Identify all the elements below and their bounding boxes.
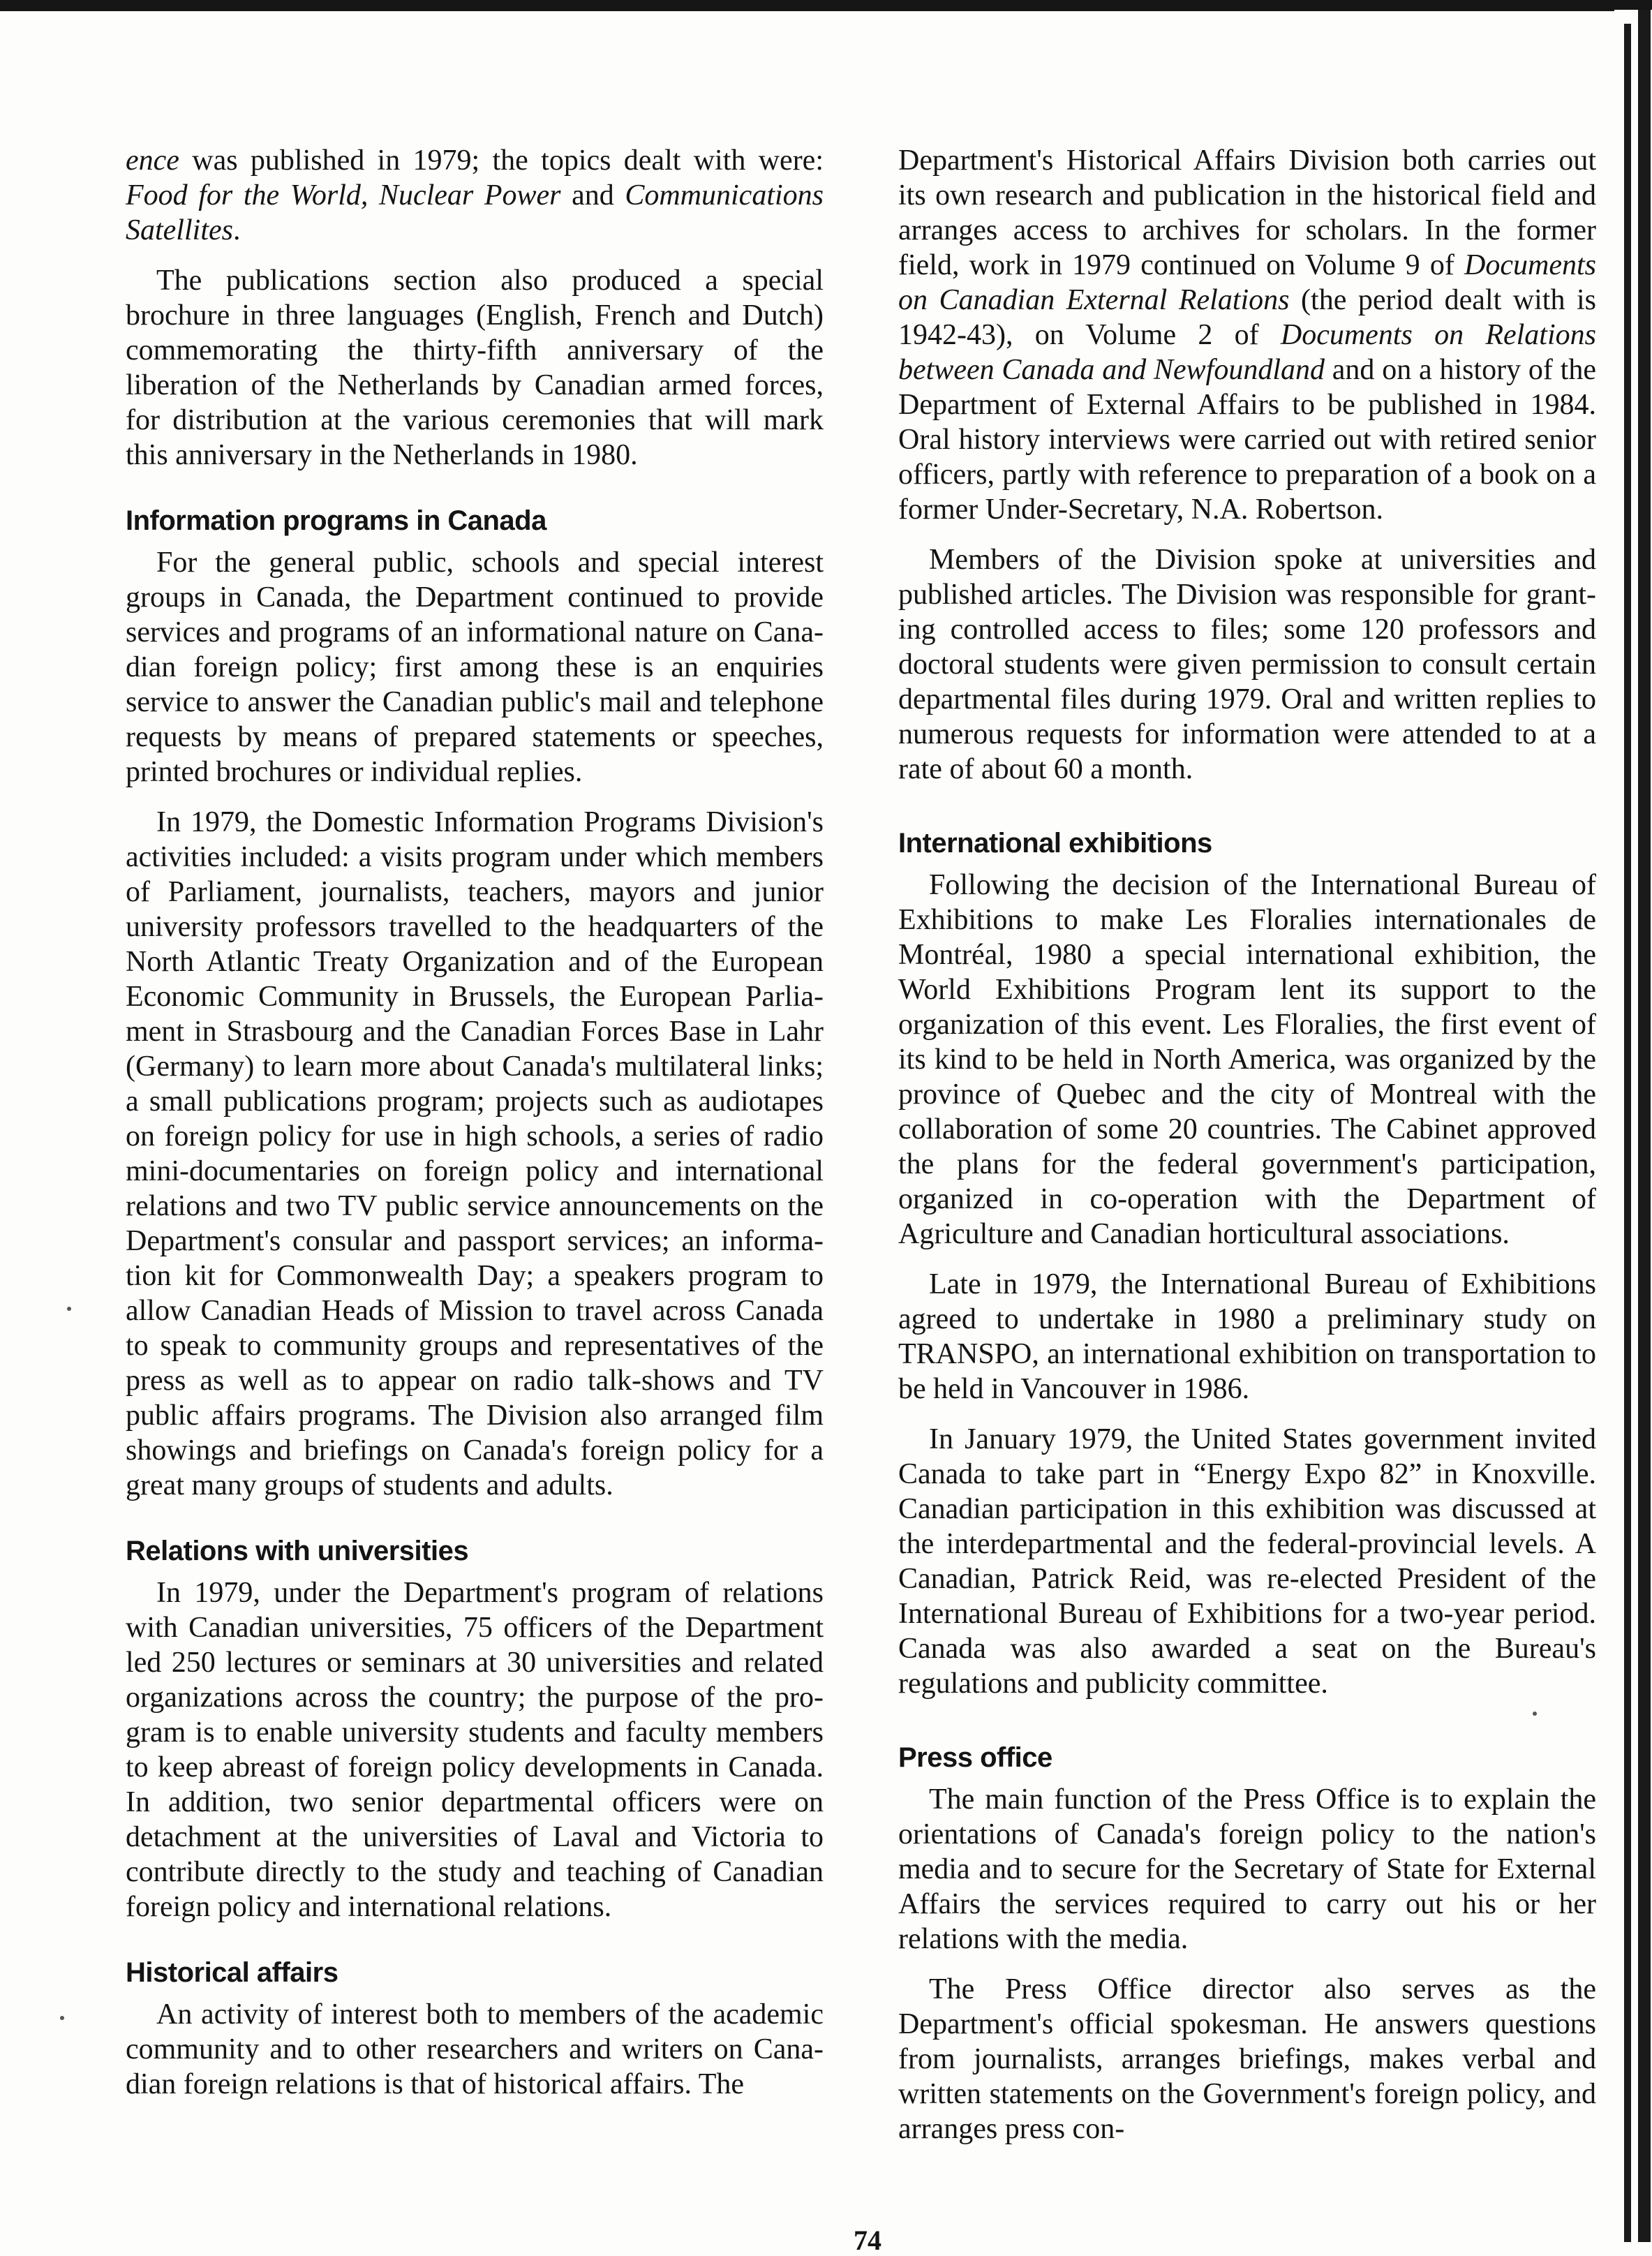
left-column bbox=[126, 143, 824, 2117]
text-run: (the period dealt with is 1942-43), on Volume 2 of bbox=[898, 284, 1597, 351]
italic-text: Documents on Canadian External Relations bbox=[898, 249, 1596, 316]
paragraph: In January 1979, the United States government invited Canada to take part in “Energy Expo 82” in Knoxville. Canadian participation in this exhibition was discussed at the interdepartmental and the federal-provincial levels. A Canadian, Patrick Reid, was re-elected President of the International Bureau of Exhibitions for a two-year period. Canada was also awarded a seat on the Bureau's regulations and publicity committee. bbox=[898, 1423, 1596, 1700]
text-run: Department's Historical Affairs Division both carries out its own research and publication in the historical field and arranges access to archives for scholars. In the former field, work in 1979 continued on Volume 9 of bbox=[898, 144, 1596, 281]
scan-speck bbox=[67, 1307, 71, 1311]
paragraph bbox=[126, 143, 824, 248]
paragraph: The publications section also produced a special brochure in three languages (English, French and Dutch) commemorating the thirty-fifth anniversary of the liberation of the Netherlands by Canadian armed forces, for distribution at the various ceremonies that will mark this anniversary in the Netherlands in 1980. bbox=[126, 265, 824, 471]
paragraph: For the general public, schools and special interest groups in Canada, the Department continued to provide services and programs of an informational nature on Canadian foreign policy; first among these is an enquiries service to answer the Canadian public's mail and telephone requests by means of prepared statements or speeches, printed brochures or individual replies. bbox=[126, 547, 824, 788]
scan-right-border bbox=[1614, 10, 1652, 2242]
paragraph: In 1979, the Domestic Information Programs Division's activities included: a visits program under which members of Parliament, journalists, teachers, mayors and junior university professors travelled to the headquarters of the North Atlantic Treaty Organization and of the European Economic Community in Brussels, the European Parliament in Strasbourg and the Canadian Forces Base in Lahr (Germany) to learn more about Canada's multilateral links; a small publications program; projects such as audiotapes on foreign policy for use in high schools, a series of radio mini-documentaries on foreign policy and international relations and two TV public service announcements on the Department's consular and passport services; an information kit for Commonwealth Day; a speakers program to allow Canadian Heads of Mission to travel across Canada to speak to community groups and representatives of the press as well as to appear on radio talk-shows and TV public affairs programs. The Division also arranged film showings and briefings on Canada's foreign policy for a great many groups of students and adults. bbox=[126, 806, 824, 1501]
section-heading: Information programs in Canada bbox=[126, 505, 546, 536]
paragraph: The Press Office director also serves as the Department's official spokesman. He answers questions from journalists, arranges briefings, makes verbal and written statements on the Government's foreign policy, and arranges press con- bbox=[898, 1973, 1596, 2145]
binding-edge bbox=[1638, 10, 1651, 2242]
paragraph: Following the decision of the International Bureau of Exhibitions to make Les Floralies internationales de Montréal, 1980 a special international exhibition, the World Exhibitions Program lent its support to the organization of this event. Les Floralies, the first event of its kind to be held in North America, was organized by the province of Quebec and the city of Montreal with the collaboration of some 20 countries. The Cabinet approved the plans for the federal government's participation, organized in co-operation with the Department of Agriculture and Canadian horticultural associations. bbox=[898, 869, 1596, 1250]
text-run: was published in 1979; the topics dealt with were: bbox=[179, 144, 824, 177]
scan-speck bbox=[60, 2016, 64, 2020]
section-heading: Press office bbox=[898, 1742, 1052, 1773]
paragraph: In 1979, under the Department's program of relations with Canadian universities, 75 officers of the Department led 250 lectures or seminars at 30 universities and related organizations across the country; the purpose of the program is to enable university students and faculty members to keep abreast of foreign policy developments in Canada. In addition, two senior departmental officers were on detachment at the universities of Laval and Victoria to contribute directly to the study and teaching of Canadian foreign policy and international relations. bbox=[126, 1577, 824, 1923]
paragraph bbox=[898, 143, 1596, 527]
paragraph: An activity of interest both to members of the academic community and to other researchers and writers on Canadian foreign relations is that of historical affairs. The bbox=[126, 1998, 824, 2100]
paragraph: The main function of the Press Office is to explain the orientations of Canada's foreign policy to the nation's media and to secure for the Secretary of State for External Affairs the services required to carry out his or her relations with the media. bbox=[898, 1783, 1596, 1955]
page-number: 74 bbox=[854, 2225, 881, 2256]
paragraph: Members of the Division spoke at universities and published articles. The Division was responsible for granting controlled access to files; some 120 professors and doctoral students were given permission to consult certain departmental files during 1979. Oral and written replies to numerous requests for information were attended to at a rate of about 60 a month. bbox=[898, 544, 1596, 785]
binding-line bbox=[1624, 24, 1631, 2242]
paragraph: Late in 1979, the International Bureau of Exhibitions agreed to undertake in 1980 a preliminary study on TRANSPO, an international exhibition on transportation to be held in Vancouver in 1986. bbox=[898, 1268, 1596, 1405]
section-heading: Relations with universities bbox=[126, 1536, 469, 1566]
right-column bbox=[898, 143, 1596, 2162]
italic-text: ence bbox=[126, 144, 179, 177]
italic-text: Food for the World, Nuclear Power bbox=[126, 179, 561, 212]
section-heading: International exhibitions bbox=[898, 828, 1212, 859]
text-run: and bbox=[560, 179, 625, 212]
text-run: . bbox=[232, 214, 241, 246]
italic-text: Documents on Relations between Canada and Newfoundland bbox=[898, 319, 1596, 386]
italic-text: Communications Satellites bbox=[126, 179, 824, 246]
section-heading: Historical affairs bbox=[126, 1957, 338, 1988]
text-run: and on a history of the Department of External Affairs to be published in 1984. Oral history interviews were carried out with retired senior officers, partly with reference to preparation of a book on a former Under-Secretary, N.A. Robertson. bbox=[898, 354, 1596, 526]
scan-top-border bbox=[0, 0, 1652, 11]
